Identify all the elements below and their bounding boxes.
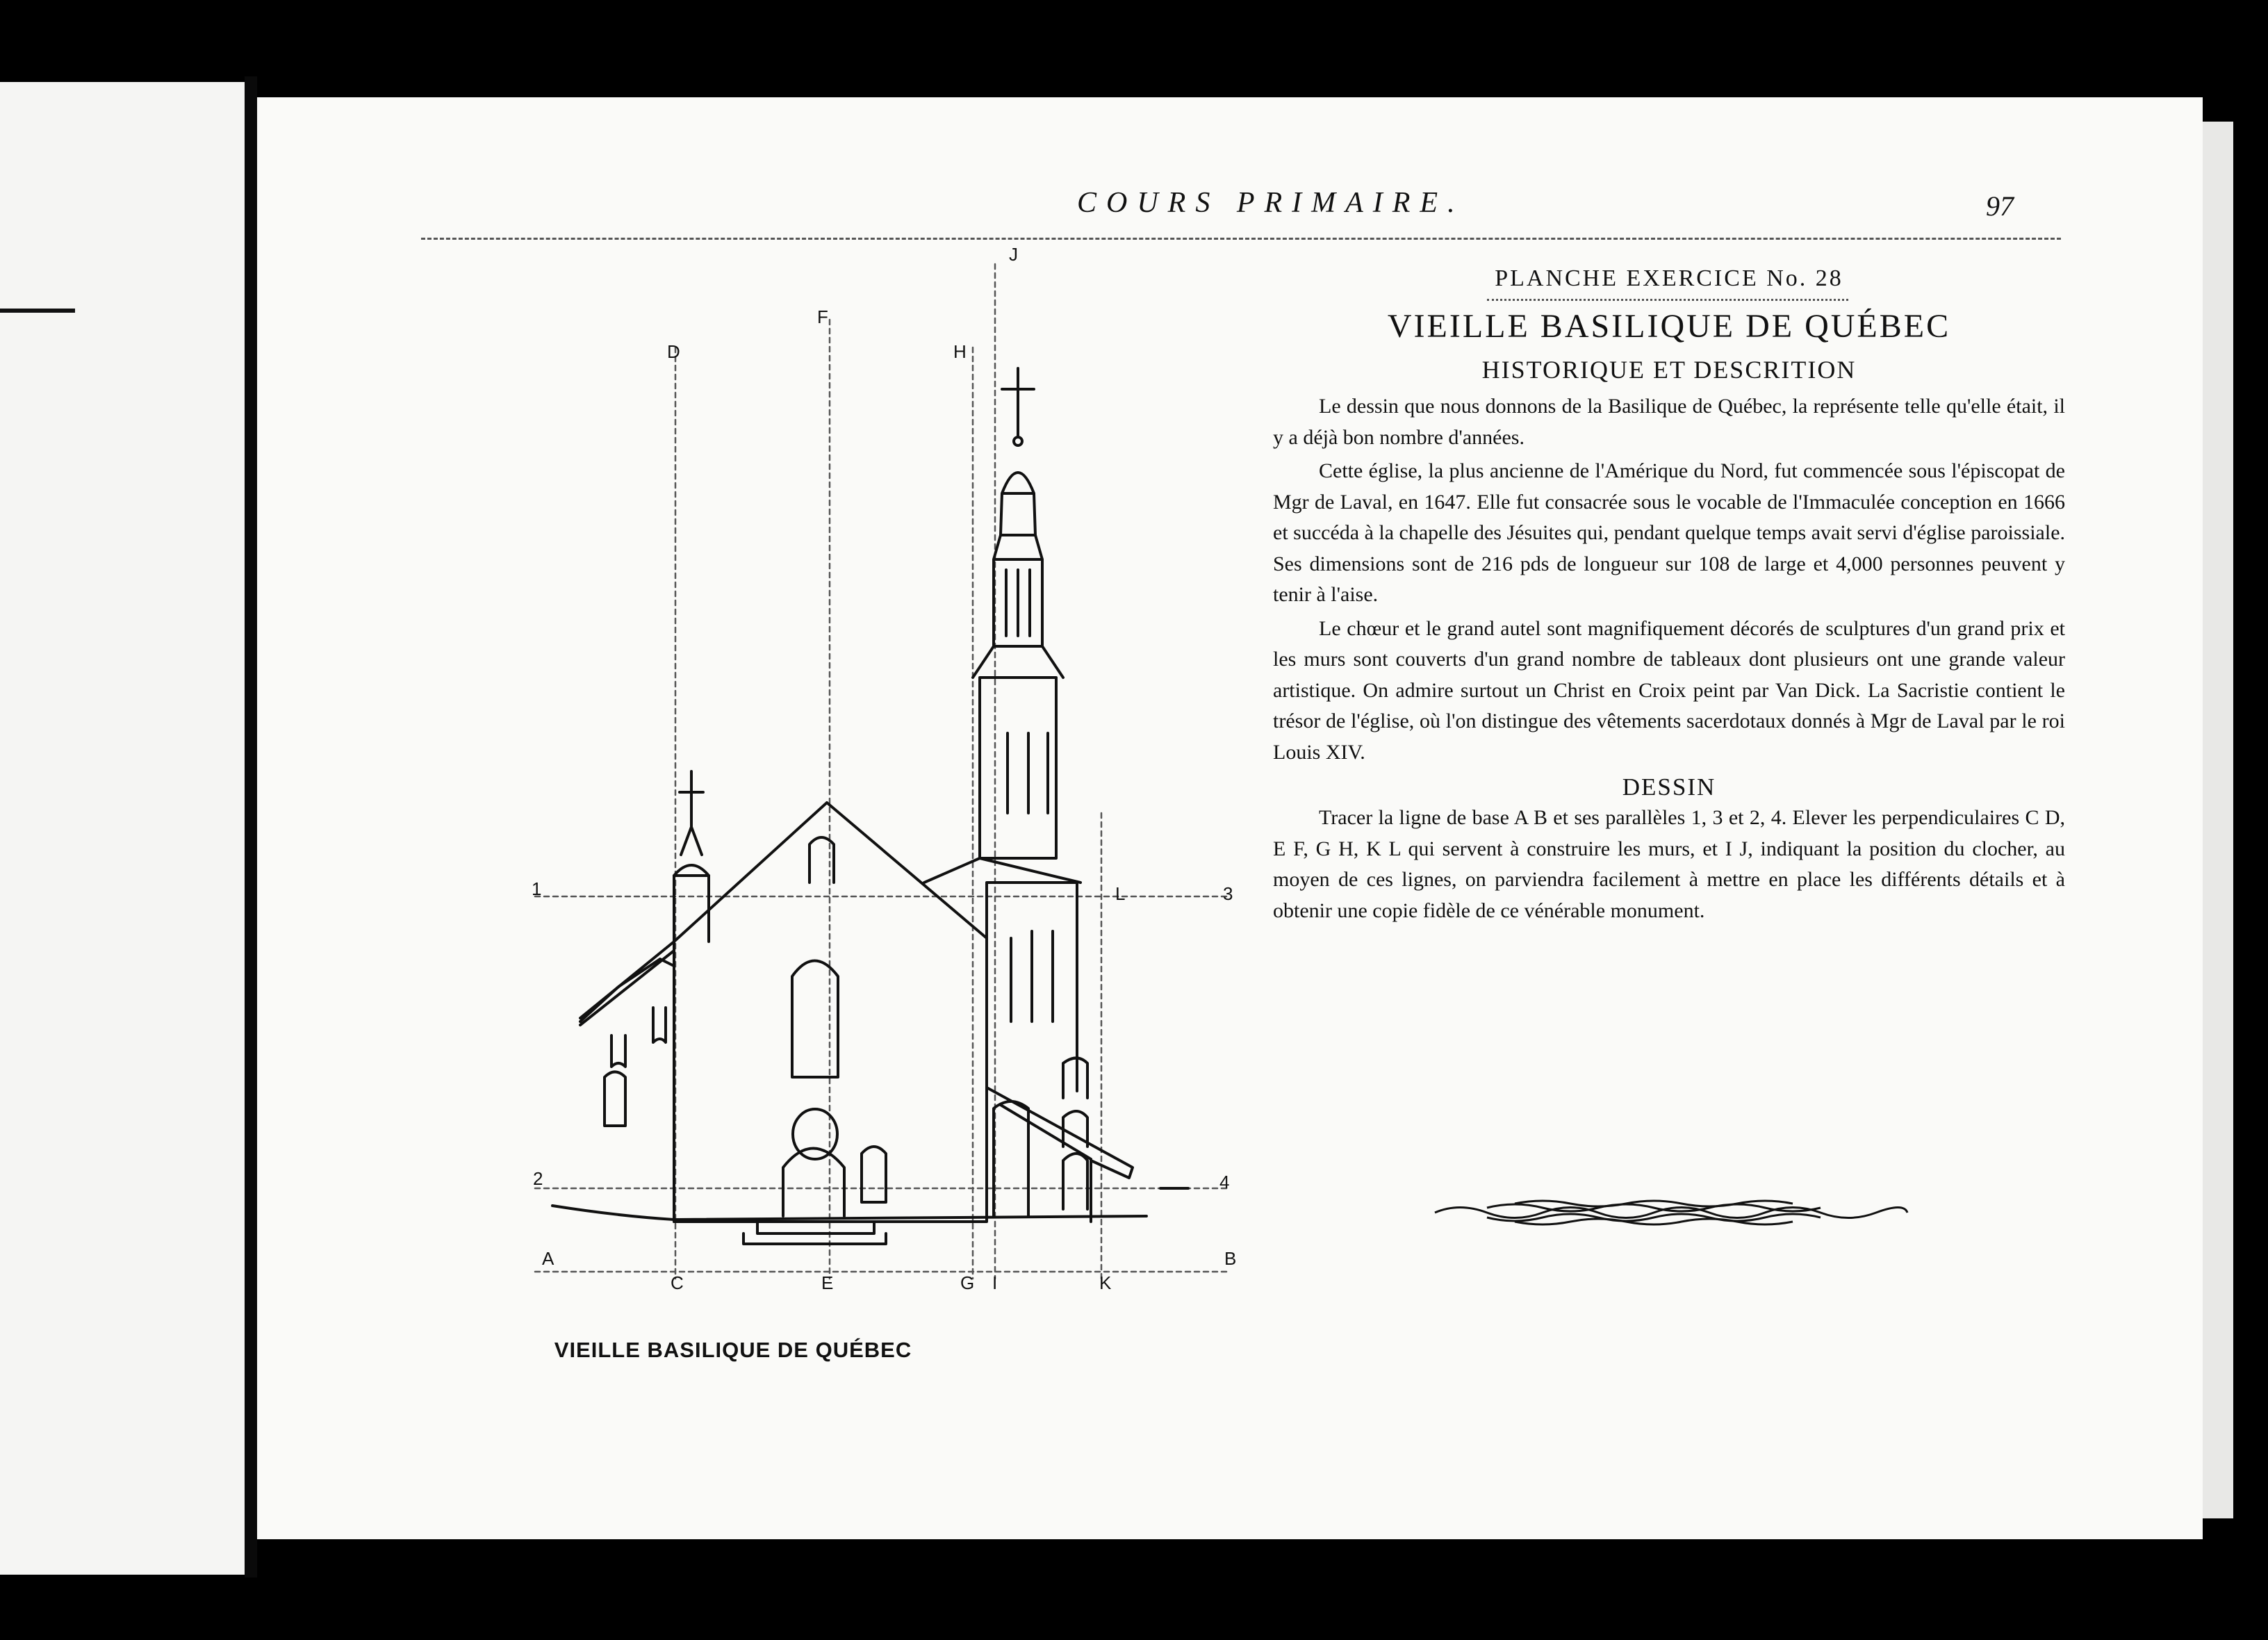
label-F: F <box>817 306 828 327</box>
paragraph-2: Cette église, la plus ancienne de l'Amérique du Nord, fut commencée sous l'épiscopat de Mgr de Laval, en 1647. Elle fut consacrée sous le vocable de l'Immaculée conception en 1666 et succéda à la chapelle des Jésuites qui, pendant quelque temps avait servi d'église paroissiale. Ses dimensions sont de 216 pds de longueur sur 108 de large et 4,000 personnes peuvent y tenir à l'aise. <box>1273 459 2066 606</box>
left-page-rule <box>0 309 75 313</box>
right-addition <box>987 1088 1133 1222</box>
label-E: E <box>821 1272 834 1293</box>
book-page <box>257 97 2203 1539</box>
page-edge <box>2203 122 2233 1518</box>
label-3: 3 <box>1223 883 1233 904</box>
page-title: VIEILLE BASILIQUE DE QUÉBEC <box>1387 308 1951 345</box>
paragraph-3: Le chœur et le grand autel sont magnifiquement décorés de sculptures d'un grand prix et les murs sont couverts d'un grand nombre de tableaux dont plusieurs ont une grande valeur artistique. On admire surtout un Christ en Croix peint par Van Dick. La Sacristie contient le trésor de l'église, où l'on distingue des vêtements sacerdotaux donnés à Mgr de Laval par le roi Louis XIV. <box>1273 616 2065 764</box>
plate-heading: PLANCHE EXERCICE No. 28 <box>1495 265 1843 291</box>
label-I: I <box>992 1272 998 1293</box>
label-G: G <box>960 1272 975 1293</box>
dessin-heading: DESSIN <box>1622 773 1716 801</box>
historique-heading: HISTORIQUE ET DESCRITION <box>1481 356 1857 384</box>
basilica-drawing <box>257 243 1285 1327</box>
header-rule <box>421 238 2061 240</box>
label-A: A <box>542 1248 554 1269</box>
text-column <box>1273 265 2065 929</box>
drawing-labels <box>532 244 1236 1293</box>
label-D: D <box>667 341 680 362</box>
label-2: 2 <box>533 1168 543 1189</box>
paragraph-1: Le dessin que nous donnons de la Basilique de Québec, la représente telle qu'elle était, il y a déjà bon nombre d'années. <box>1273 395 2065 449</box>
label-H: H <box>953 341 967 362</box>
label-4: 4 <box>1219 1172 1230 1192</box>
label-L: L <box>1115 883 1126 904</box>
page-number: 97 <box>1986 190 2014 222</box>
left-turret <box>674 876 709 959</box>
book-spine <box>245 76 257 1577</box>
dessin-paragraph: Tracer la ligne de base A B et ses parallèles 1, 3 et 2, 4. Elever les perpendiculaires C D, E F, G H, K L qui servent à construire les murs, et I J, indiquant la position du clocher, au moyen de ces lignes, on parviendra facilement à mettre en place les différents détails et à obtenir une copie fidèle de ce vénérable monument. <box>1273 806 2065 922</box>
label-1: 1 <box>532 878 542 899</box>
label-J: J <box>1009 244 1018 265</box>
label-C: C <box>671 1272 684 1293</box>
construction-lines <box>535 264 1230 1279</box>
label-B: B <box>1224 1248 1237 1269</box>
label-K: K <box>1099 1272 1112 1293</box>
left-nave <box>580 959 674 1222</box>
wave-ornament <box>1431 1195 1911 1230</box>
figure-caption: VIEILLE BASILIQUE DE QUÉBEC <box>554 1338 912 1362</box>
ground-line <box>552 1206 1147 1220</box>
running-title: COURS PRIMAIRE. <box>1077 187 1465 219</box>
left-page <box>0 82 245 1575</box>
